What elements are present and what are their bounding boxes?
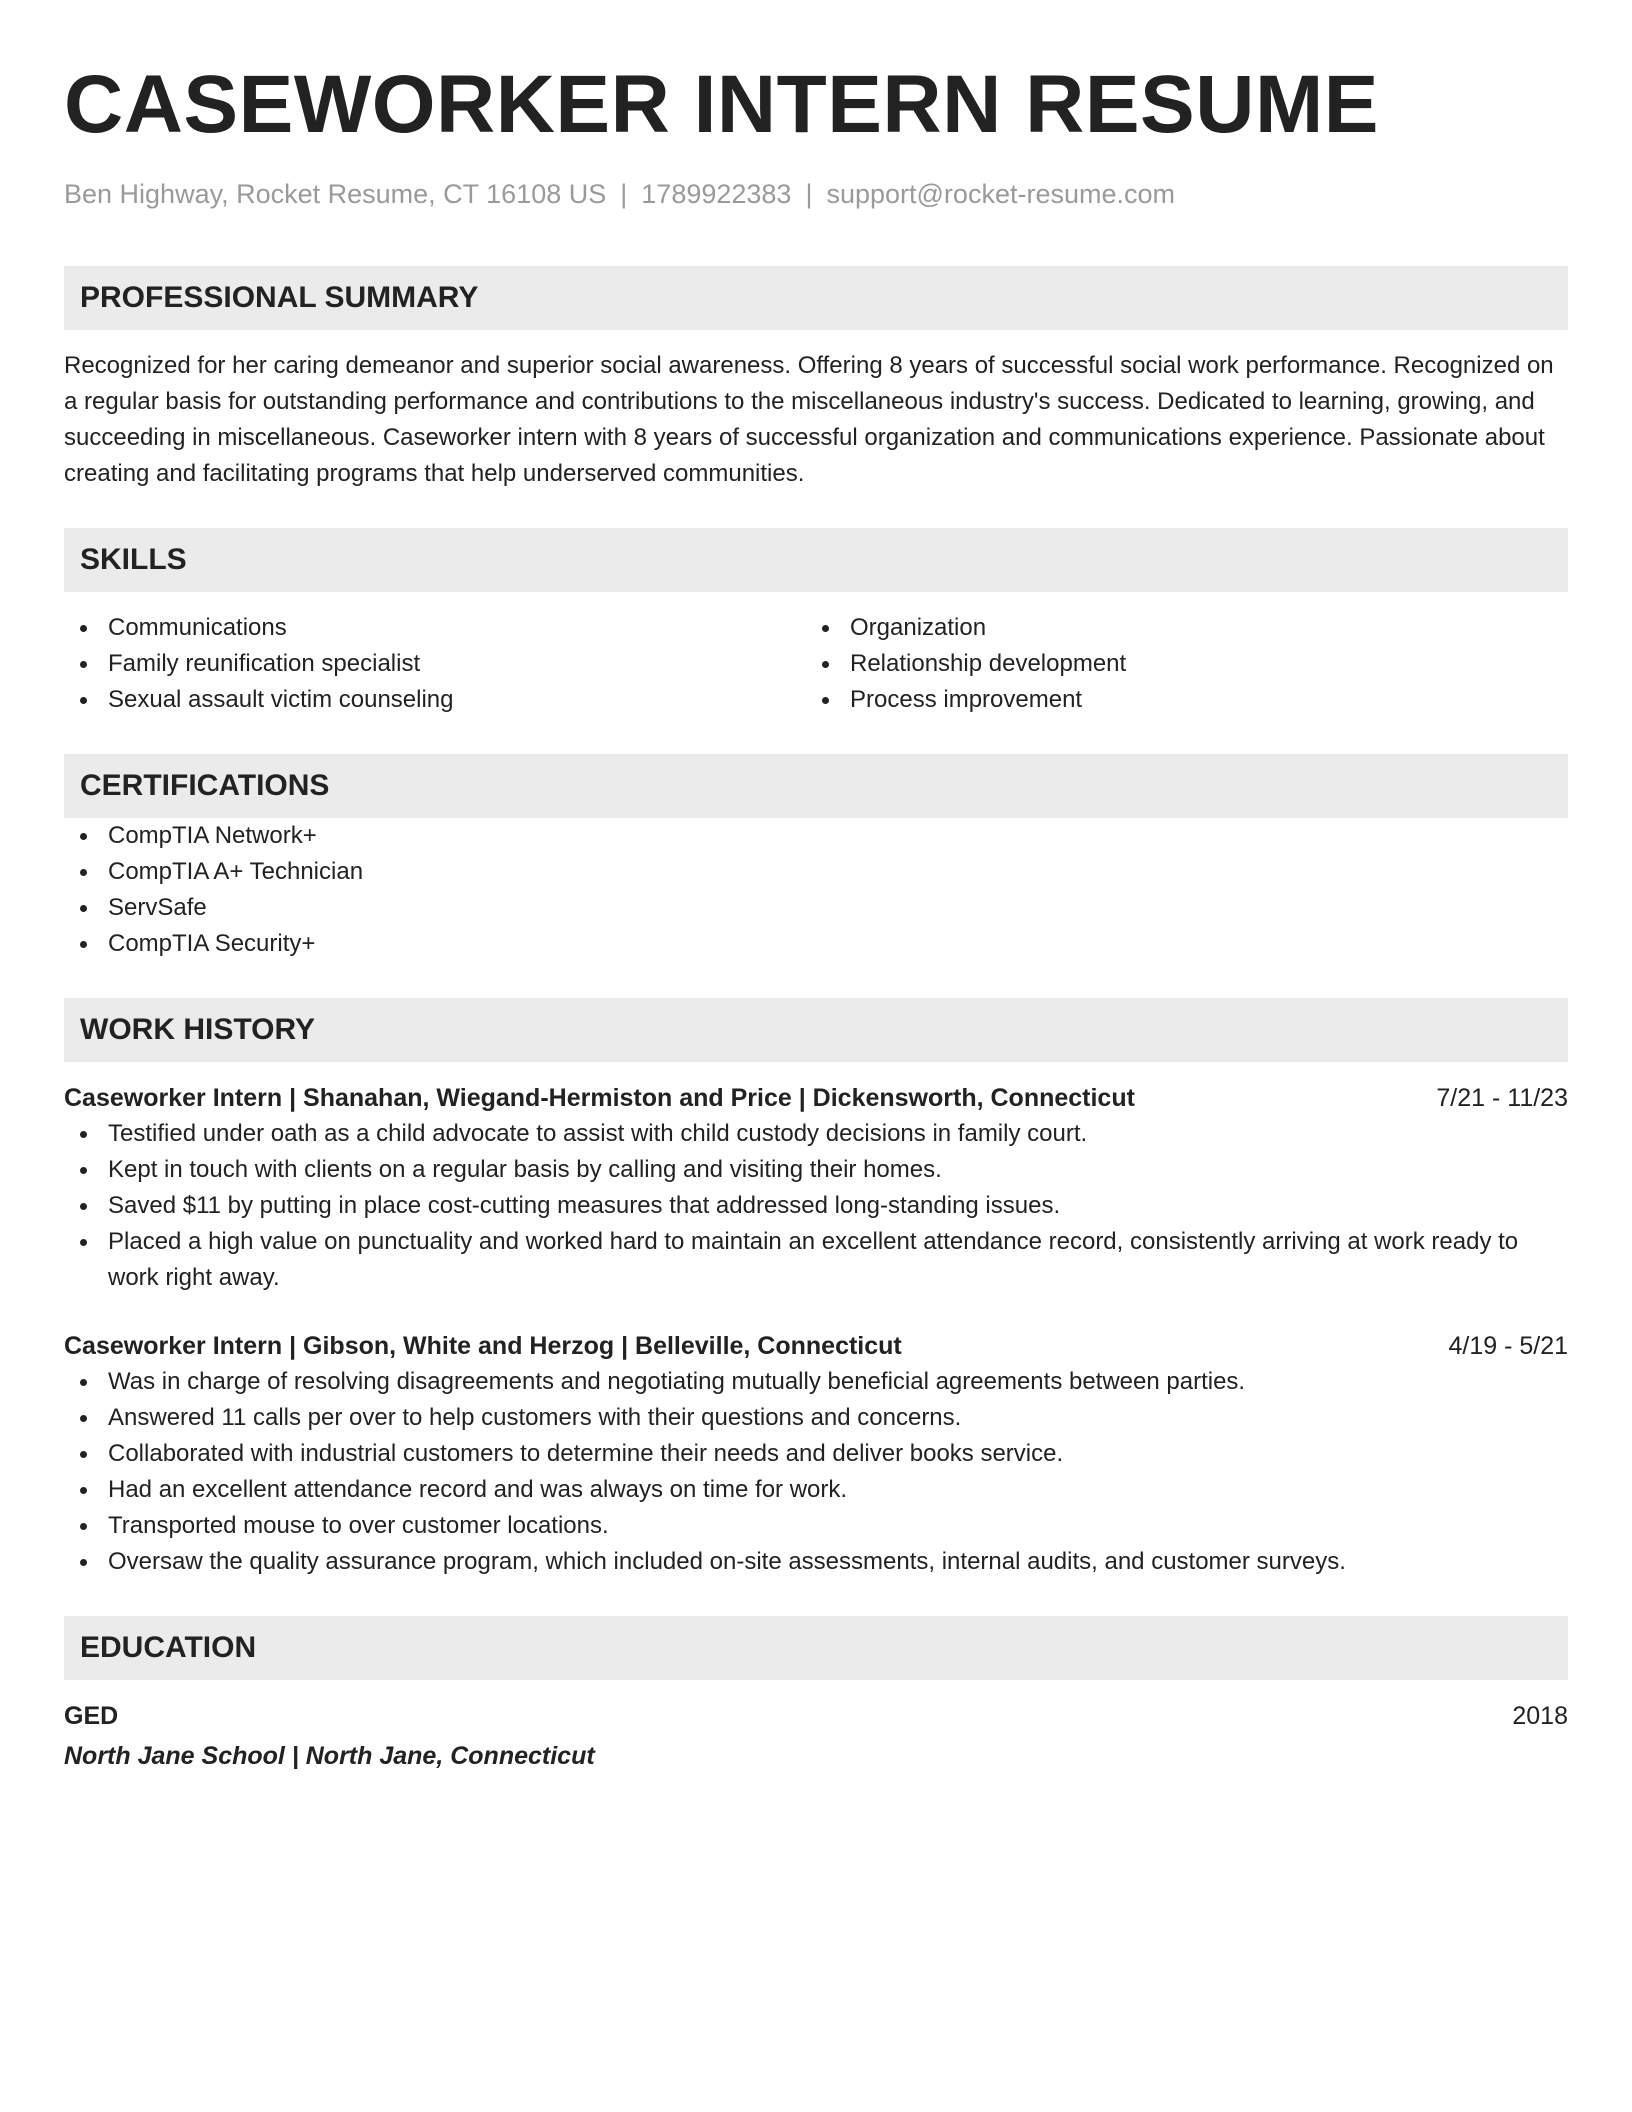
skill-item: Communications (64, 610, 806, 646)
contact-separator: | (620, 179, 628, 209)
certification-item: ServSafe (64, 890, 1568, 926)
skill-item: Organization (806, 610, 1126, 646)
education-degree: GED (64, 1702, 119, 1730)
job-title: Caseworker Intern | Gibson, White and Herzog | Belleville, Connecticut (64, 1332, 902, 1360)
job-bullet: Saved $11 by putting in place cost-cutting measures that addressed long-standing issues. (64, 1188, 1568, 1224)
job-bullet: Oversaw the quality assurance program, which included on-site assessments, internal audits, and customer surveys. (64, 1544, 1568, 1580)
job-bullet: Testified under oath as a child advocate to assist with child custody decisions in family court. (64, 1116, 1568, 1152)
skill-item: Process improvement (806, 682, 1126, 718)
contact-phone: 1789922383 (641, 179, 792, 209)
skills-list (64, 610, 1568, 718)
job-bullet: Collaborated with industrial customers to determine their needs and deliver books service. (64, 1436, 1568, 1472)
skill-item: Relationship development (806, 646, 1126, 682)
job-dates: 4/19 - 5/21 (1448, 1332, 1568, 1360)
contact-separator: | (805, 179, 813, 209)
summary-text: Recognized for her caring demeanor and superior social awareness. Offering 8 years of successful social work performance. Recognized on a regular basis for outstanding performance and contributions to the miscellaneous industry's success. Dedicated to learning, growing, and succeeding in miscellaneous. Caseworker intern with 8 years of successful organization and communications experience. Passionate about creating and facilitating programs that help underserved communities. (64, 352, 1554, 487)
skill-item: Sexual assault victim counseling (64, 682, 806, 718)
job-bullets (64, 1116, 1568, 1296)
skills-column-right (806, 610, 1126, 718)
job-dates: 7/21 - 11/23 (1436, 1084, 1568, 1112)
education-school: North Jane School | North Jane, Connecticut (64, 1742, 595, 1770)
certifications-list (64, 818, 1568, 962)
skills-heading: SKILLS (64, 528, 1568, 592)
education-header (64, 1698, 1568, 1734)
skills-column-left (64, 610, 806, 718)
resume-title: CASEWORKER INTERN RESUME (64, 59, 1379, 150)
job-bullet: Had an excellent attendance record and was always on time for work. (64, 1472, 1568, 1508)
job-bullet: Placed a high value on punctuality and worked hard to maintain an excellent attendance record, consistently arriving at work ready to work right away. (64, 1224, 1568, 1296)
job-bullet: Answered 11 calls per over to help customers with their questions and concerns. (64, 1400, 1568, 1436)
job-header (64, 1328, 1568, 1364)
contact-address: Ben Highway, Rocket Resume, CT 16108 US (64, 179, 607, 209)
certification-item: CompTIA Network+ (64, 818, 1568, 854)
education-year: 2018 (1512, 1702, 1568, 1730)
job-title: Caseworker Intern | Shanahan, Wiegand-Hermiston and Price | Dickensworth, Connecticut (64, 1084, 1135, 1112)
job-header (64, 1080, 1568, 1116)
job-bullet: Kept in touch with clients on a regular basis by calling and visiting their homes. (64, 1152, 1568, 1188)
certification-item: CompTIA A+ Technician (64, 854, 1568, 890)
job-bullets (64, 1364, 1568, 1580)
education-heading: EDUCATION (64, 1616, 1568, 1680)
skill-item: Family reunification specialist (64, 646, 806, 682)
summary-heading: PROFESSIONAL SUMMARY (64, 266, 1568, 330)
job-bullet: Was in charge of resolving disagreements and negotiating mutually beneficial agreements between parties. (64, 1364, 1568, 1400)
job-bullet: Transported mouse to over customer locations. (64, 1508, 1568, 1544)
certifications-heading: CERTIFICATIONS (64, 754, 1568, 818)
work-history-heading: WORK HISTORY (64, 998, 1568, 1062)
certification-item: CompTIA Security+ (64, 926, 1568, 962)
contact-line (64, 174, 1568, 214)
contact-email: support@rocket-resume.com (826, 179, 1175, 209)
